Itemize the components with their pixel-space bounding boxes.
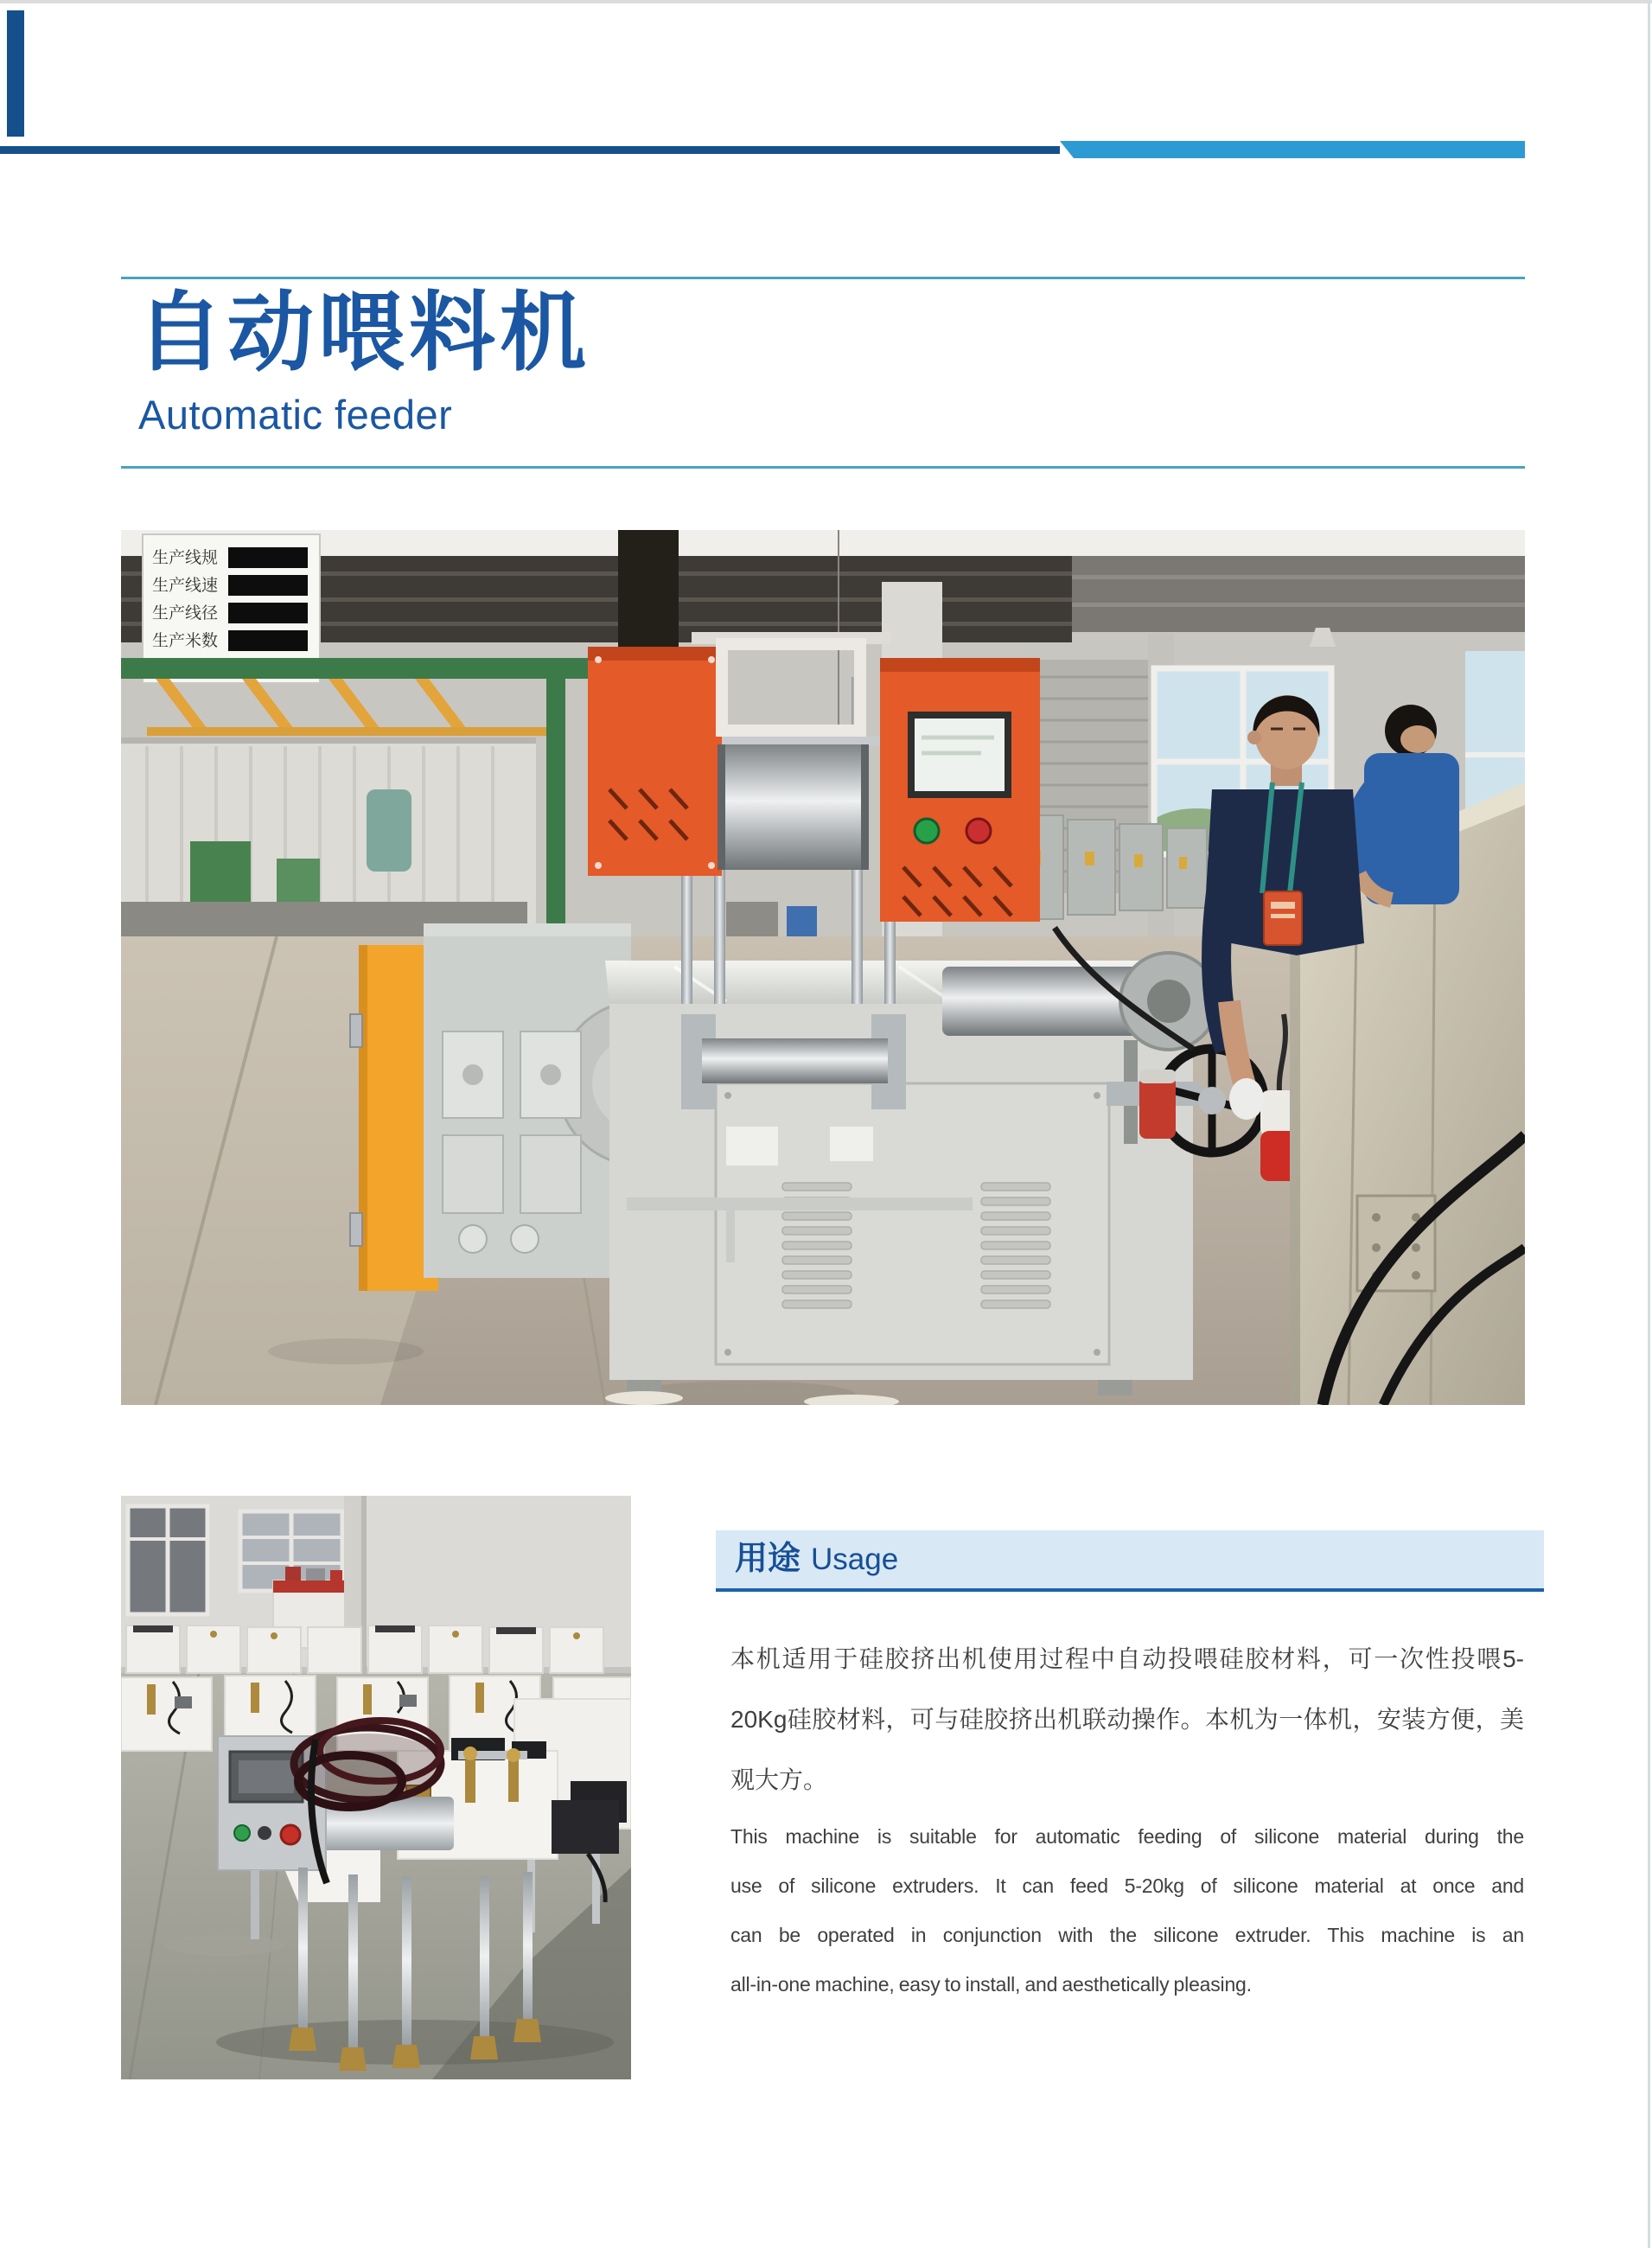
paragraph-line: 观大方。 [730, 1766, 828, 1793]
title-rule-bottom [121, 466, 1525, 469]
paragraph-line: all-in-one machine, easy to install, and aesthetically pleasing. [730, 1973, 1252, 1996]
paragraph-line: use of silicone extruders. It can feed 5-20kg of silicone material at once and [730, 1874, 1524, 1897]
green-button [234, 1825, 250, 1841]
black-button [258, 1826, 271, 1840]
estop-button [281, 1825, 300, 1844]
svg-text:生产线径: 生产线径 [152, 604, 219, 623]
red-button [966, 819, 991, 843]
page-title-en: Automatic feeder [138, 392, 453, 437]
usage-paragraph-en [730, 1812, 1524, 2009]
page-title-cn: 自动喂料机 [137, 284, 590, 381]
orange-cabinet-left [588, 647, 722, 876]
paragraph-line: This machine is suitable for automatic feeding of silicone material during the [730, 1825, 1524, 1848]
header-rule-dark [0, 146, 1060, 154]
green-button [915, 819, 939, 843]
page-right-edge [1648, 0, 1650, 2248]
orange-cabinet-right [880, 658, 1040, 922]
usage-label-en: Usage [811, 1542, 899, 1576]
warehouse-photo [121, 1496, 631, 2079]
svg-text:生产线规: 生产线规 [152, 549, 219, 567]
main-photo [121, 530, 1525, 1405]
paragraph-line: 本机适用于硅胶挤出机使用过程中自动投喂硅胶材料，可一次性投喂5- [730, 1645, 1524, 1672]
usage-section-header [716, 1530, 1544, 1592]
page-top-edge [0, 0, 1652, 3]
usage-paragraph-cn [730, 1629, 1524, 1811]
usage-label-cn: 用途 [735, 1541, 801, 1577]
paragraph-line: can be operated in conjunction with the silicone extruder. This machine is an [730, 1924, 1524, 1946]
svg-text:生产米数: 生产米数 [152, 632, 219, 650]
title-rule-top [121, 277, 1525, 279]
vent-grille-right [981, 1183, 1050, 1308]
paragraph-line: 20Kg硅胶材料，可与硅胶挤出机联动操作。本机为一体机，安装方便，美 [730, 1706, 1524, 1733]
header-rule-accent [1060, 141, 1525, 158]
svg-text:生产线速: 生产线速 [152, 577, 219, 595]
brand-corner-bar [7, 10, 24, 137]
